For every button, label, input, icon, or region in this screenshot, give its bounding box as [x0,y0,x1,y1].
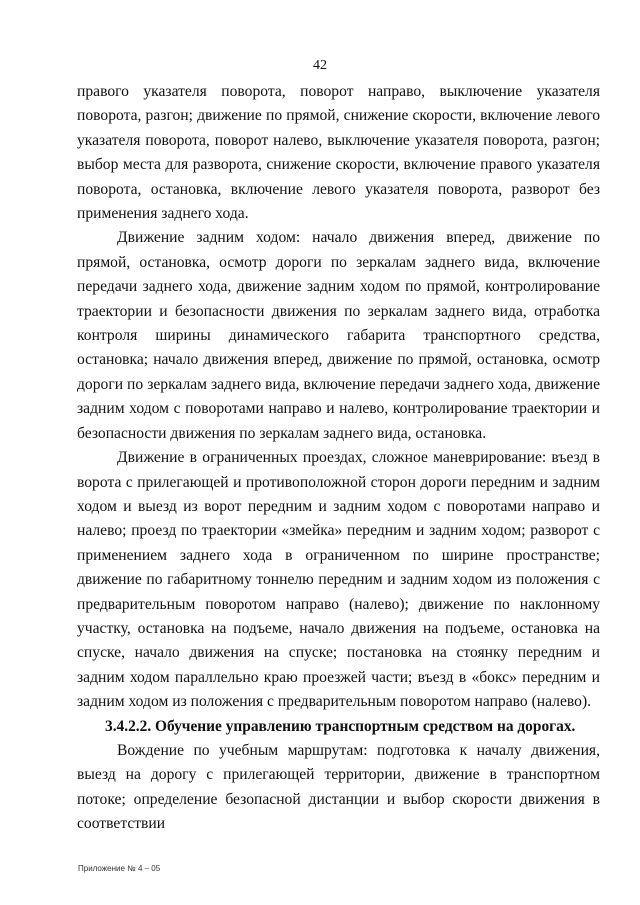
document-body [77,80,600,837]
paragraph-restricted-passages: Движение в ограниченных проездах, сложное маневрирование: въезд в ворота с прилегающей и противоположной сторон дороги передним и задним ходом и выезд из ворот передним и задним ходом с поворотами направо и налево; проезд по траектории «змейка» передним и задним ходом; разворот с применением заднего хода в ограниченном по ширине пространстве; движение по габаритному тоннелю передним и задним ходом из положения с предварительным поворотом направо (налево); движение по наклонному участку, остановка на подъеме, начало движения на подъеме, остановка на спуске, начало движения на спуске; постановка на стоянку передним и задним ходом параллельно краю проезжей части; въезд в «бокс» передним и задним ходом из положения с предварительным поворотом направо (налево). [77,449,600,711]
footer-annex-label: Приложение № 4 – 05 [78,864,161,873]
paragraph-reverse-driving: Движение задним ходом: начало движения вперед, движение по прямой, остановка, осмотр дороги по зеркалам заднего вида, включение передачи заднего хода, движение задним ходом по прямой, контролирование траектории и безопасности движения по зеркалам заднего вида, отработка контроля ширины динамического габарита транспортного средства, остановка; начало движения вперед, движение по прямой, остановка, осмотр дороги по зеркалам заднего вида, включение передачи заднего хода, движение задним ходом с поворотами направо и налево, контролирование траектории и безопасности движения по зеркалам заднего вида, остановка. [77,229,600,442]
section-heading: 3.4.2.2. Обучение управлению транспортным средством на дорогах. [105,717,576,735]
paragraph-continuation: правого указателя поворота, поворот направо, выключение указателя поворота, разгон; движение по прямой, снижение скорости, включение левого указателя поворота, поворот налево, выключение указателя поворота, разгон; выбор места для разворота, снижение скорости, включение правого указателя поворота, остановка, включение левого указателя поворота, разворот без применения заднего хода. [77,83,600,223]
page-number: 42 [313,58,327,73]
paragraph-training-routes: Вождение по учебным маршрутам: подготовка к началу движения, выезд на дорогу с прилегающей территории, движение в транспортном потоке; определение безопасной дистанции и выбор скорости движения в соответствии [77,741,600,833]
